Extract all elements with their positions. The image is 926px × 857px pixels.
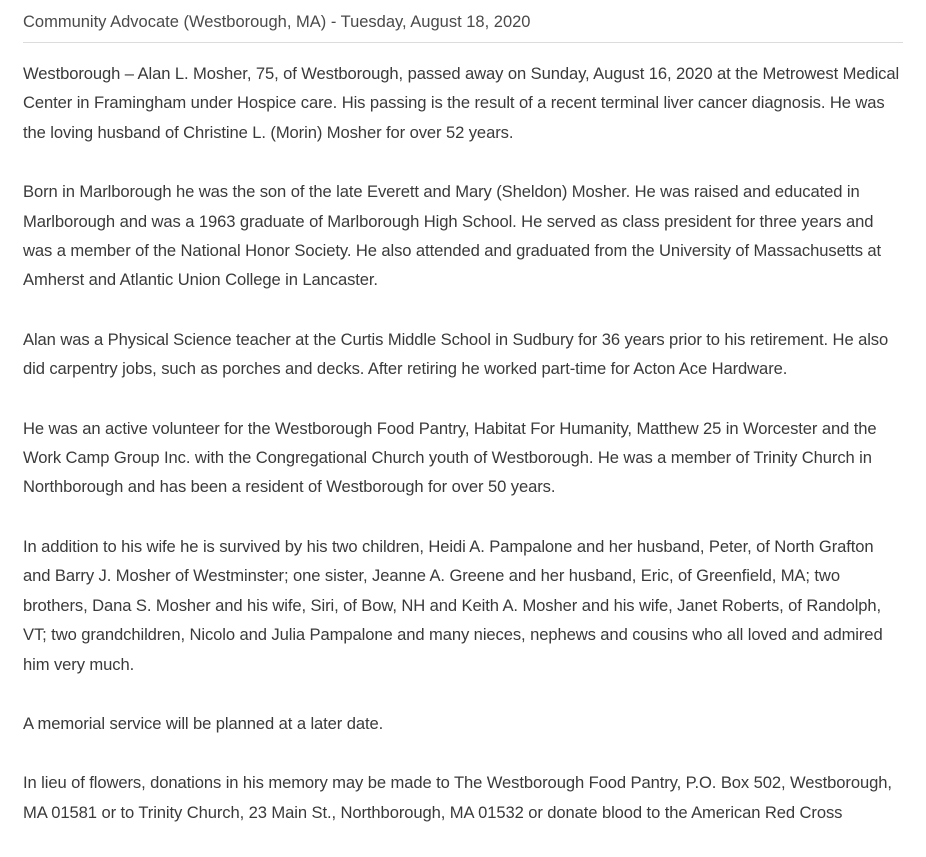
paragraph-donations: In lieu of flowers, donations in his memory may be made to The Westborough Food Pantry, P.O. Box 502, Westborough, MA 01581 or to Trinity Church, 23 Main St., Northborough, MA 01532 or donate blood to the American Red Cross [23, 773, 892, 822]
article-body [23, 43, 903, 827]
obituary-article [23, 0, 903, 857]
paragraph-volunteer: He was an active volunteer for the Westborough Food Pantry, Habitat For Humanity, Matthew 25 in Worcester and the Work Camp Group Inc. with the Congregational Church youth of Westborough. He was a member of Trinity Church in Northborough and has been a resident of Westborough for over 50 years. [23, 418, 877, 497]
source-dateline: Community Advocate (Westborough, MA) - Tuesday, August 18, 2020 [23, 13, 531, 31]
paragraph-career: Alan was a Physical Science teacher at the Curtis Middle School in Sudbury for 36 years prior to his retirement. He also did carpentry jobs, such as porches and decks. After retiring he worked part-time for Acton Ace Hardware. [23, 329, 889, 379]
paragraph-survivors: In addition to his wife he is survived by his two children, Heidi A. Pampalone and her husband, Peter, of North Grafton and Barry J. Mosher of Westminster; one sister, Jeanne A. Greene and her husband, Eric, of Greenfield, MA; two brothers, Dana S. Mosher and his wife, Siri, of Bow, NH and Keith A. Mosher and his wife, Janet Roberts, of Randolph, VT; two grandchildren, Nicolo and Julia Pampalone and many nieces, nephews and cousins who all loved and admired him very much. [23, 536, 883, 674]
paragraph-early-life: Born in Marlborough he was the son of the late Everett and Mary (Sheldon) Mosher. He was raised and educated in Marlborough and was a 1963 graduate of Marlborough High School. He served as class president for three years and was a member of the National Honor Society. He also attended and graduated from the University of Massachusetts at Amherst and Atlantic Union College in Lancaster. [23, 182, 882, 290]
paragraph-memorial: A memorial service will be planned at a later date. [23, 713, 384, 733]
paragraph-intro: Westborough – Alan L. Mosher, 75, of Westborough, passed away on Sunday, August 16, 2020 at the Metrowest Medical Center in Framingham under Hospice care. His passing is the result of a recent terminal liver cancer diagnosis. He was the loving husband of Christine L. (Morin) Mosher for over 52 years. [23, 64, 900, 142]
